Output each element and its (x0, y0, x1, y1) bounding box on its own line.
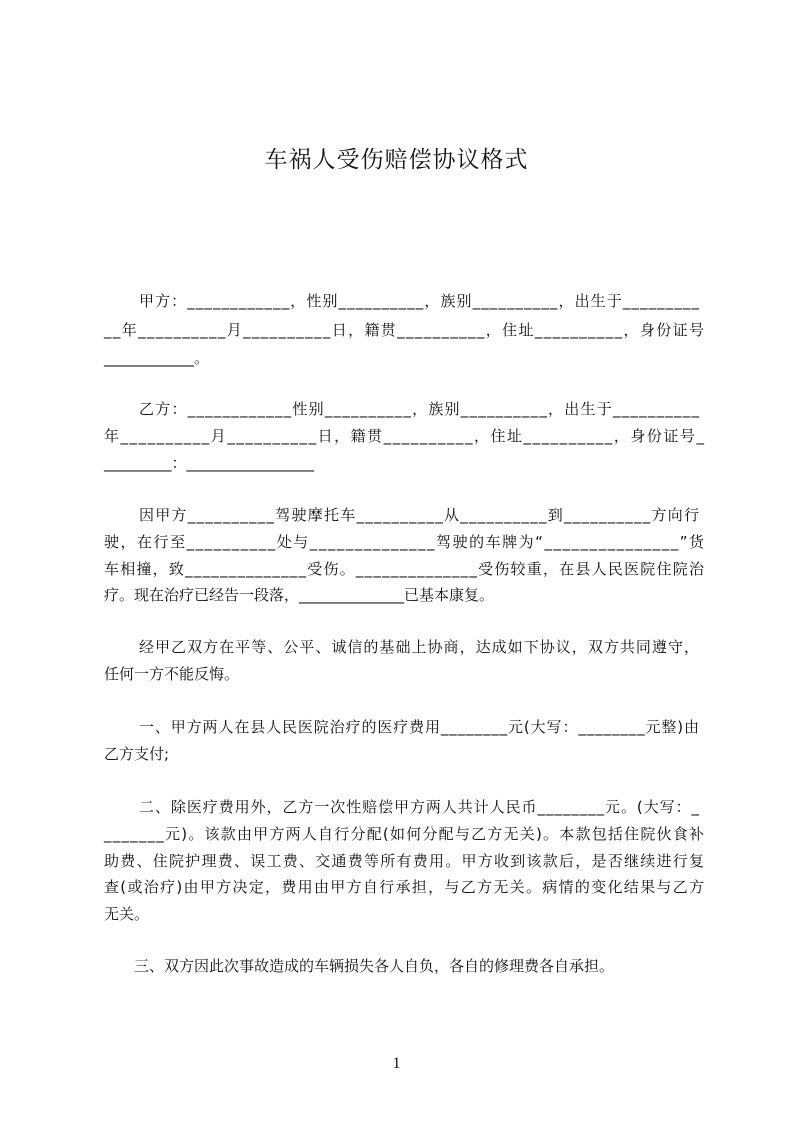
clause-2-line-3: 助费、住院护理费、误工费、交通费等所有费用。甲方收到该款后，是否继续进行复 (104, 852, 706, 870)
clause-3-line-1: 三、双方因此次事故造成的车辆损失各人自负，各自的修理费各自承担。 (134, 957, 615, 975)
paragraph-4-line-1: 经甲乙双方在平等、公平、诚信的基础上协商，达成如下协议，双方共同遵守， (139, 638, 701, 656)
clause-1-line-1: 一、甲方两人在县人民医院治疗的医疗费用________元(大写：________元整)由 (139, 718, 700, 736)
paragraph-3-line-4: 疗。现在治疗已经告一段落，______________已基本康复。 (104, 586, 495, 604)
clause-2-line-4: 查(或治疗)由甲方决定，费用由甲方自行承担，与乙方无关。病情的变化结果与乙方 (104, 878, 706, 896)
paragraph-3-line-1: 因甲方__________驾驶摩托车__________从__________到__________方向行 (139, 506, 701, 524)
document-title: 车祸人受伤赔偿协议格式 (264, 147, 529, 173)
paragraph-3-line-3: 车相撞，致______________受伤。______________受伤较重，在县人民医院住院治 (104, 560, 706, 578)
paragraph-1-line-1: 甲方：____________，性别__________，族别__________，出生于_________ (139, 292, 701, 310)
clause-1-line-2: 乙方支付; (104, 745, 170, 763)
page-number: 1 (392, 1055, 401, 1072)
paragraph-2-line-1: 乙方：____________性别__________，族别__________，出生于__________ (139, 400, 701, 418)
clause-2-line-1: 二、除医疗费用外，乙方一次性赔偿甲方两人共计人民币________元。(大写：_ (139, 798, 700, 816)
clause-2-line-5: 无关。 (104, 905, 150, 923)
paragraph-2-line-3: _________：_________________ (104, 454, 315, 472)
paragraph-3-line-2: 驶，在行至__________处与______________驾驶的车牌为“_______________”货 (104, 533, 706, 551)
paragraph-4-line-2: 任何一方不能反悔。 (104, 665, 240, 683)
paragraph-1-line-3: ____________。 (104, 349, 210, 367)
paragraph-1-line-2: __年__________月__________日，籍贯__________，住址__________，身份证号 (104, 321, 706, 339)
paragraph-2-line-2: 年__________月__________日，籍贯__________，住址__________，身份证号_ (104, 427, 706, 445)
clause-2-line-2: _______元)。该款由甲方两人自行分配(如何分配与乙方无关)。本款包括住院伙食补 (104, 825, 706, 843)
